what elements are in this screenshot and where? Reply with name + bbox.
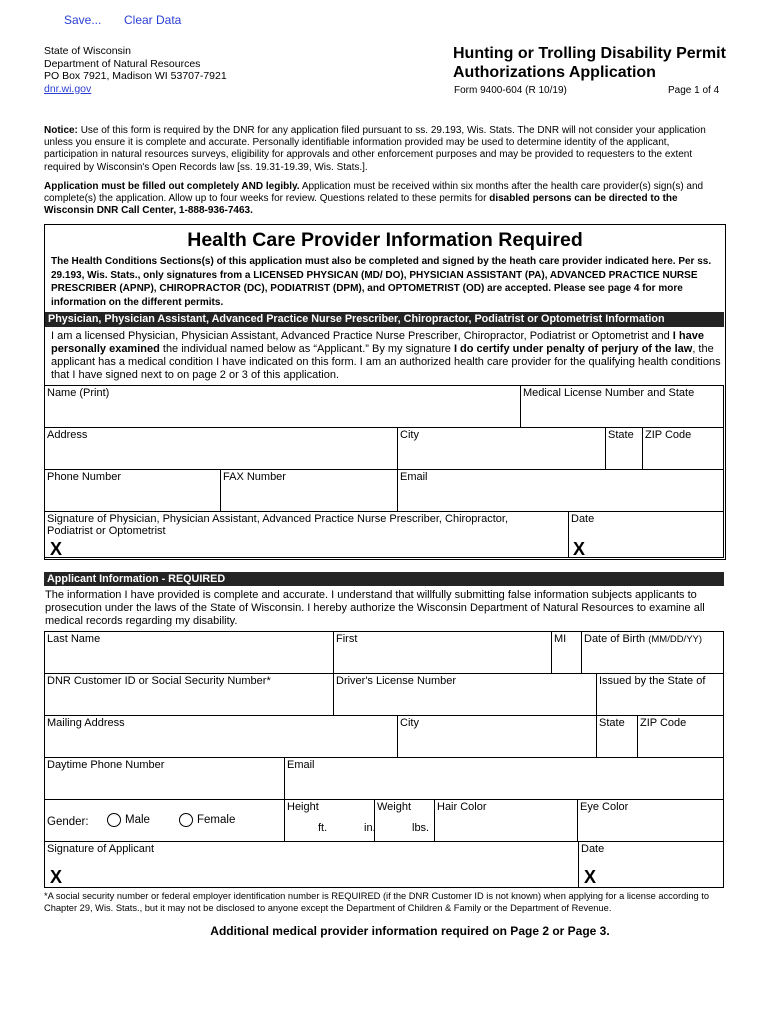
applicant-email-field[interactable] xyxy=(284,757,724,800)
applicant-city-label: City xyxy=(400,717,419,729)
provider-heading: Health Care Provider Information Required xyxy=(187,229,583,251)
agency-state: State of Wisconsin xyxy=(44,45,131,57)
customer-id-field[interactable] xyxy=(44,673,334,716)
height-in-label: in. xyxy=(364,822,376,834)
drivers-license-label: Driver's License Number xyxy=(336,675,457,687)
call-center-text: disabled persons can be directed to the Wisconsin DNR Call Center, 1-888-936-7463. xyxy=(44,193,678,217)
clear-data-button[interactable]: Clear Data xyxy=(124,13,182,27)
hair-color-label: Hair Color xyxy=(437,801,487,813)
applicant-state-label: State xyxy=(599,717,625,729)
provider-phone-field[interactable] xyxy=(44,469,221,512)
provider-date-field[interactable] xyxy=(568,511,724,558)
provider-email-label: Email xyxy=(400,471,428,483)
applicant-state-field[interactable] xyxy=(596,715,638,758)
agency-block xyxy=(44,45,227,95)
applicant-zip-label: ZIP Code xyxy=(640,717,687,729)
applicant-sign-x-mark: X xyxy=(50,867,63,887)
gender-male-option[interactable] xyxy=(107,813,150,827)
provider-fax-label: FAX Number xyxy=(223,471,286,483)
provider-certification xyxy=(51,330,721,382)
provider-zip-field[interactable] xyxy=(642,427,724,470)
provider-state-field[interactable] xyxy=(605,427,643,470)
hair-color-field[interactable] xyxy=(434,799,578,842)
provider-fax-field[interactable] xyxy=(220,469,398,512)
issued-state-field[interactable] xyxy=(596,673,724,716)
provider-info-bar: Physician, Physician Assistant, Advanced Practice Nurse Prescriber, Chiropractor, Podiatrist or Optometrist Information xyxy=(45,312,724,327)
agency-address: PO Box 7921, Madison WI 53707-7921 xyxy=(44,70,227,82)
female-label: Female xyxy=(197,814,236,827)
form-title-line-1: Hunting or Trolling Disability Permit xyxy=(453,45,726,62)
save-button[interactable]: Save... xyxy=(64,13,102,27)
daytime-phone-field[interactable] xyxy=(44,757,285,800)
provider-sign-x-mark: X xyxy=(50,539,63,559)
date-of-birth-label xyxy=(584,633,721,645)
provider-city-label: City xyxy=(400,429,419,441)
last-name-label: Last Name xyxy=(47,633,101,645)
weight-lbs-label: lbs. xyxy=(412,822,430,834)
provider-license-label: Medical License Number and State xyxy=(523,387,695,399)
applicant-statement: The information I have provided is complete and accurate. I understand that willfully submitting false information subjects applicants to prosecution under the laws of the State of Wisconsin. I hereby authorize the Wisconsin Department of Natural Resources to examine all medical records regarding my disability. xyxy=(45,589,705,627)
form-title-line-2: Authorizations Application xyxy=(453,64,656,81)
provider-zip-label: ZIP Code xyxy=(645,429,692,441)
weight-field[interactable] xyxy=(374,799,435,842)
notice-text: Use of this form is required by the DNR for any application filed pursuant to ss. 29.193, Wis. Stats. The DNR will not consider your application unless you ensure it is complete and accurate. Personally identifiable information provided may be used to determine identity of the applicant, participation in natural resources surveys, eligibility for approvals and other enforcement purposes and may be provided to requesters to the extent required by Wisconsin's Open Records law [ss. 19.31-19.39, Wis. Stats.]. xyxy=(44,125,706,173)
provider-license-field[interactable] xyxy=(520,385,724,428)
agency-website-link[interactable]: dnr.wi.gov xyxy=(44,82,92,95)
applicant-email-label: Email xyxy=(287,759,315,771)
last-name-field[interactable] xyxy=(44,631,334,674)
first-name-field[interactable] xyxy=(333,631,552,674)
dob-text: Date of Birth xyxy=(584,633,646,645)
height-field[interactable] xyxy=(284,799,375,842)
provider-city-field[interactable] xyxy=(397,427,606,470)
applicant-date-field[interactable] xyxy=(578,841,724,888)
male-label: Male xyxy=(125,814,150,827)
gender-female-option[interactable] xyxy=(179,813,235,827)
mailing-address-label: Mailing Address xyxy=(47,717,125,729)
provider-phone-label: Phone Number xyxy=(47,471,121,483)
middle-initial-label: MI xyxy=(554,633,567,645)
notice xyxy=(44,125,720,174)
ssn-footnote: *A social security number or federal employer identification number is REQUIRED (if the DNR Customer ID is not known) when applying for a license according to Chapter 29, Wis. Stats., but it may not be disclosed to anyone except the Department of Children & Family or the Department of Revenue. xyxy=(44,891,710,913)
cert-bold-1: I have personally examined xyxy=(51,330,704,355)
provider-date-x-mark: X xyxy=(573,539,586,559)
agency-department: Department of Natural Resources xyxy=(44,57,201,70)
male-radio[interactable] xyxy=(107,813,121,827)
legibility-bold: Application must be filled out completely AND legibly. xyxy=(44,181,300,192)
weight-label: Weight xyxy=(377,801,412,813)
applicant-signature-label: Signature of Applicant xyxy=(47,843,155,855)
female-radio[interactable] xyxy=(179,813,193,827)
cert-text-2: the individual named below as “Applicant.” By my signature xyxy=(159,343,454,355)
applicant-zip-field[interactable] xyxy=(637,715,724,758)
mailing-address-field[interactable] xyxy=(44,715,398,758)
form-number: Form 9400-604 (R 10/19) xyxy=(454,85,567,96)
applicant-city-field[interactable] xyxy=(397,715,597,758)
first-name-label: First xyxy=(336,633,358,645)
daytime-phone-label: Daytime Phone Number xyxy=(47,759,165,771)
applicant-info-bar: Applicant Information - REQUIRED xyxy=(44,572,724,586)
provider-name-field[interactable] xyxy=(44,385,521,428)
form-title xyxy=(453,44,726,82)
applicant-signature-field[interactable] xyxy=(44,841,579,888)
cert-bold-2: I do certify under penalty of perjury of the law xyxy=(453,343,693,355)
provider-intro: The Health Conditions Sections(s) of this application must also be completed and signed by the heath care provider indicated here. Per ss. 29.193, Wis. Stats., only signatures from a LICENSED PHYSICAN (MD/ DO), PHYSICIAN ASSISTANT (PA), ADVANCED PRACTICE NURSE PRESCRIBER (APNP), CHIROPRACTOR (DC), PODIATRIST (DPM), and OPTOMETRIST (OD) are accepted. Please see page 4 for more information on the different permits. xyxy=(51,256,712,308)
eye-color-field[interactable] xyxy=(577,799,724,842)
provider-date-label: Date xyxy=(571,513,595,525)
provider-address-field[interactable] xyxy=(44,427,398,470)
gender-label: Gender: xyxy=(47,816,89,828)
cert-text-3: , the applicant has a medical condition I have indicated on this form. I am an authorized health care provider for the qualifying health conditions that I have signed next to on page 2 or 3 of this application. xyxy=(51,343,721,381)
eye-color-label: Eye Color xyxy=(580,801,629,813)
provider-address-label: Address xyxy=(47,429,88,441)
legibility-text: Application must be received within six months after the health care provider(s) sign(s) and complete(s) the application. Allow up to four weeks for review. Questions related to these permits for xyxy=(44,181,704,205)
issued-state-label: Issued by the State of xyxy=(599,675,706,687)
cert-text-1: I am a licensed Physician, Physician Assistant, Advanced Practice Nurse Prescriber, Chiropractor, Podiatrist or Optometrist and xyxy=(51,330,673,342)
notice-label: Notice: xyxy=(44,125,78,136)
middle-initial-field[interactable] xyxy=(551,631,582,674)
dob-format: (MM/DD/YY) xyxy=(648,634,703,645)
provider-email-field[interactable] xyxy=(397,469,724,512)
legibility-note xyxy=(44,181,720,218)
closing-note: Additional medical provider information required on Page 2 or Page 3. xyxy=(210,924,610,938)
applicant-date-label: Date xyxy=(581,843,605,855)
provider-name-label: Name (Print) xyxy=(47,387,110,399)
customer-id-label: DNR Customer ID or Social Security Number* xyxy=(47,675,271,687)
date-of-birth-field[interactable] xyxy=(581,631,724,674)
page-number: Page 1 of 4 xyxy=(668,85,720,96)
provider-signature-field[interactable] xyxy=(44,511,569,558)
provider-signature-label: Signature of Physician, Physician Assistant, Advanced Practice Nurse Prescriber, Chiropractor, Podiatrist or Optometrist xyxy=(47,513,508,537)
applicant-date-x-mark: X xyxy=(584,867,597,887)
height-label: Height xyxy=(287,801,319,813)
height-ft-label: ft. xyxy=(318,822,328,834)
drivers-license-field[interactable] xyxy=(333,673,597,716)
provider-state-label: State xyxy=(608,429,634,441)
